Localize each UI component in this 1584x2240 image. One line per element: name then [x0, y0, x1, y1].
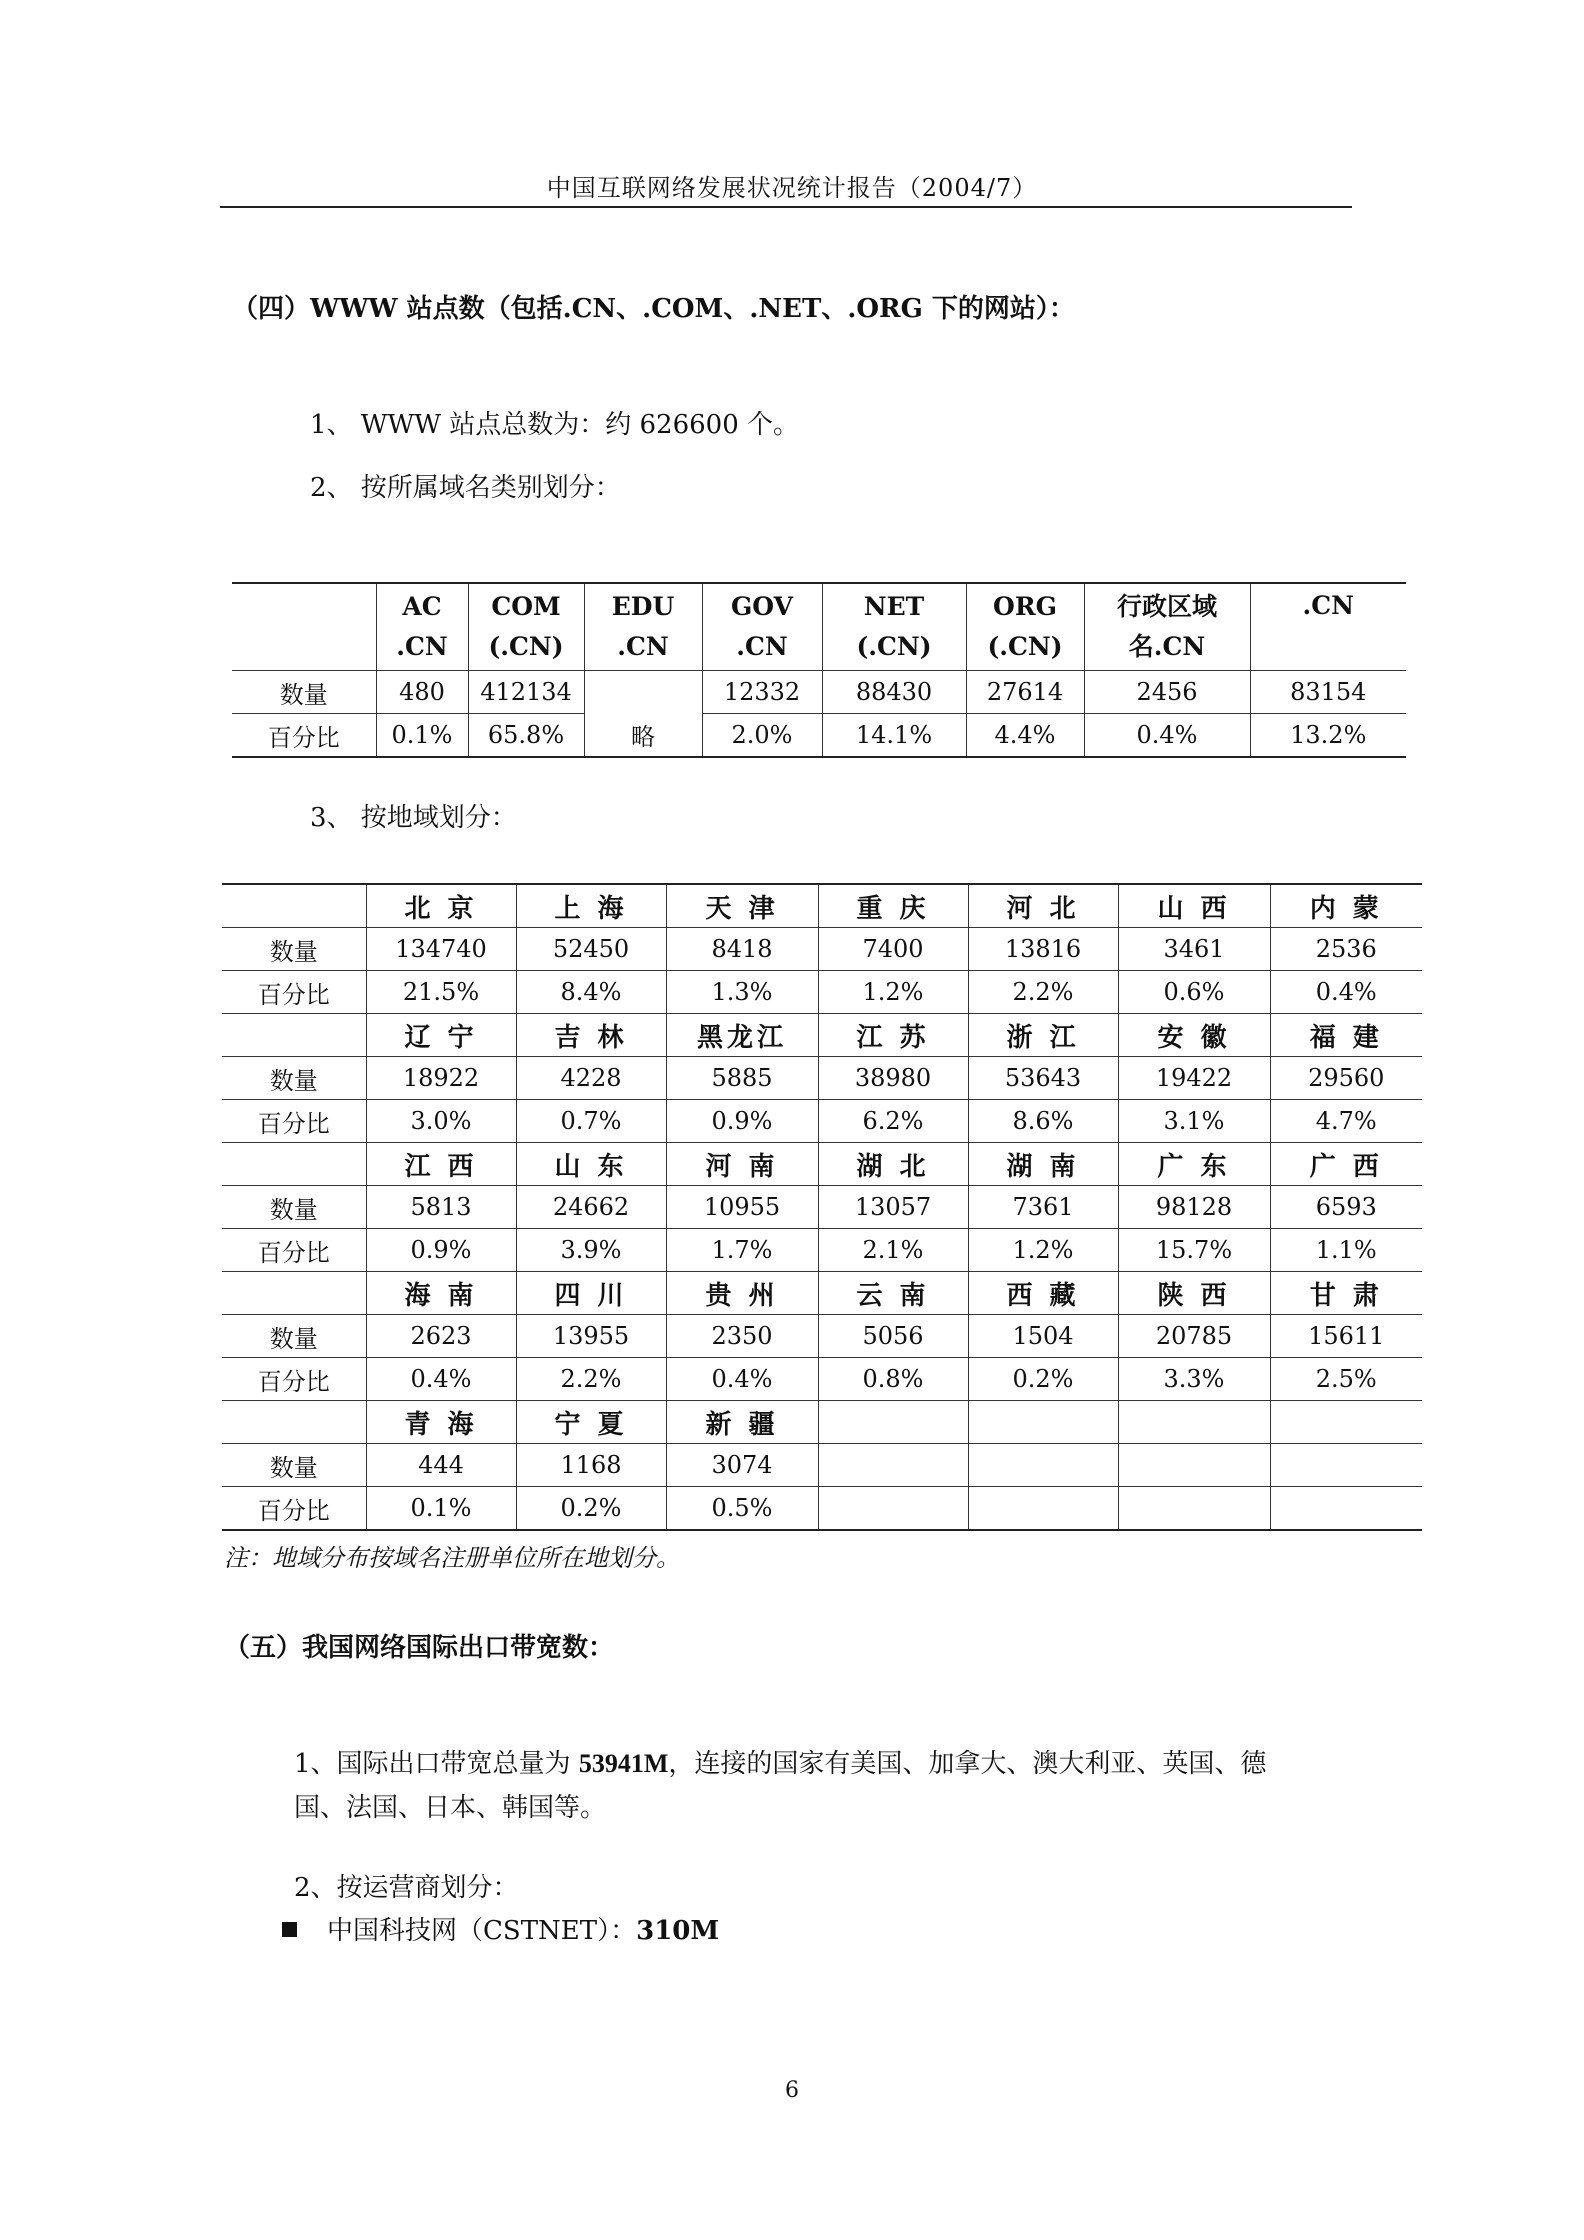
province-name: 湖 北: [818, 1143, 968, 1186]
province-name: 北 京: [366, 884, 516, 928]
item-1-prefix: 1、国际出口带宽总量为: [294, 1749, 579, 1779]
header-ac-cn: AC .CN: [376, 583, 468, 671]
cell-value: 4.4%: [966, 714, 1084, 758]
cell-value: 12332: [702, 671, 822, 714]
row-label: 数量: [232, 671, 376, 714]
row-label: 数量: [222, 1057, 366, 1100]
table-row-percents: [232, 714, 1406, 758]
cell-value: 6593: [1270, 1186, 1422, 1229]
cell-value: [818, 1444, 968, 1487]
cell-value: 480: [376, 671, 468, 714]
cell-value: 88430: [822, 671, 966, 714]
province-header-row: [222, 1143, 1422, 1186]
cell-value: 19422: [1118, 1057, 1270, 1100]
cell-value: 412134: [468, 671, 584, 714]
cell-value: 2350: [666, 1315, 818, 1358]
province-name: 贵 州: [666, 1272, 818, 1315]
square-bullet-icon: [282, 1922, 297, 1937]
cell-value: 27614: [966, 671, 1084, 714]
cell-value: 15.7%: [1118, 1229, 1270, 1272]
cell-value: 0.2%: [968, 1358, 1118, 1401]
cell-value: 83154: [1250, 671, 1406, 714]
cell-value: 0.7%: [516, 1100, 666, 1143]
cell-value: 7361: [968, 1186, 1118, 1229]
province-name: 福 建: [1270, 1014, 1422, 1057]
bullet-cstnet: [282, 1909, 719, 1953]
cell-value: 5056: [818, 1315, 968, 1358]
cell-value: 65.8%: [468, 714, 584, 758]
cell-value: 1168: [516, 1444, 666, 1487]
province-name: 河 北: [968, 884, 1118, 928]
header-com: COM (.CN): [468, 583, 584, 671]
province-header-row: [222, 1272, 1422, 1315]
cell-value: 3.3%: [1118, 1358, 1270, 1401]
province-name: 内 蒙: [1270, 884, 1422, 928]
header-gov-cn: GOV .CN: [702, 583, 822, 671]
bandwidth-total: 53941M: [578, 1749, 669, 1778]
bullet-label: 中国科技网（CSTNET）：: [327, 1916, 637, 1946]
cell-value: 0.6%: [1118, 971, 1270, 1014]
cell-value: 0.4%: [1084, 714, 1250, 758]
province-name: 黑龙江: [666, 1014, 818, 1057]
table-header-row: [232, 583, 1406, 671]
percent-row: [222, 1358, 1422, 1401]
province-name: 重 庆: [818, 884, 968, 928]
cell-value: 3.0%: [366, 1100, 516, 1143]
table-row-counts: [232, 671, 1406, 714]
cell-value: 2.0%: [702, 714, 822, 758]
cell-value: 38980: [818, 1057, 968, 1100]
cell-value: 3.9%: [516, 1229, 666, 1272]
header-divider: [220, 206, 1352, 208]
cell-value: 2.1%: [818, 1229, 968, 1272]
province-header-row: [222, 1401, 1422, 1444]
province-name: [1270, 1401, 1422, 1444]
cell-value: 3074: [666, 1444, 818, 1487]
cell-value: 3.1%: [1118, 1100, 1270, 1143]
province-header-row: [222, 884, 1422, 928]
cell-value: 0.1%: [366, 1487, 516, 1531]
header-admin-region: 行政区域 名.CN: [1084, 583, 1250, 671]
province-name: [818, 1401, 968, 1444]
corner-cell: [222, 1401, 366, 1444]
cell-value: 13057: [818, 1186, 968, 1229]
cell-value: 0.5%: [666, 1487, 818, 1531]
cell-value: 2.5%: [1270, 1358, 1422, 1401]
cell-value: 21.5%: [366, 971, 516, 1014]
cell-value: 24662: [516, 1186, 666, 1229]
row-label: 百分比: [222, 1487, 366, 1531]
section-5-heading: （五）我国网络国际出口带宽数：: [224, 1633, 615, 1663]
item-1-line-2: 国、法国、日本、韩国等。: [294, 1793, 607, 1823]
cell-value: 0.9%: [666, 1100, 818, 1143]
edu-merged-cell: 略: [584, 671, 702, 758]
item-1-rest: ，连接的国家有美国、加拿大、澳大利亚、英国、德: [668, 1749, 1267, 1779]
cell-value: 10955: [666, 1186, 818, 1229]
cell-value: 5885: [666, 1057, 818, 1100]
header-cn: .CN: [1250, 583, 1406, 671]
row-label: 数量: [222, 1186, 366, 1229]
cell-value: 13816: [968, 928, 1118, 971]
cell-value: [968, 1444, 1118, 1487]
cell-value: [1118, 1487, 1270, 1531]
province-name: 广 西: [1270, 1143, 1422, 1186]
cell-value: 444: [366, 1444, 516, 1487]
cell-value: 29560: [1270, 1057, 1422, 1100]
section-4-item-3: 3、 按地域划分：: [310, 803, 517, 833]
section-4-item-2: 2、 按所属域名类别划分：: [310, 473, 621, 503]
province-name: 云 南: [818, 1272, 968, 1315]
cell-value: 0.2%: [516, 1487, 666, 1531]
cell-value: 18922: [366, 1057, 516, 1100]
cell-value: 0.4%: [666, 1358, 818, 1401]
cell-value: 2.2%: [968, 971, 1118, 1014]
row-label: 百分比: [232, 714, 376, 758]
cell-value: 52450: [516, 928, 666, 971]
region-table: [222, 883, 1422, 1531]
count-row: [222, 1444, 1422, 1487]
cell-value: 6.2%: [818, 1100, 968, 1143]
cell-value: 5813: [366, 1186, 516, 1229]
page-header-title: 中国互联网络发展状况统计报告（2004/7）: [546, 174, 1038, 202]
cell-value: 4.7%: [1270, 1100, 1422, 1143]
province-name: [1118, 1401, 1270, 1444]
count-row: [222, 1186, 1422, 1229]
cell-value: 98128: [1118, 1186, 1270, 1229]
province-name: 宁 夏: [516, 1401, 666, 1444]
section-5-item-1: [294, 1742, 1364, 1830]
province-name: 青 海: [366, 1401, 516, 1444]
cell-value: 1.1%: [1270, 1229, 1422, 1272]
bullet-value: 310M: [636, 1916, 720, 1946]
row-label: 数量: [222, 1315, 366, 1358]
page-number: 6: [785, 2078, 799, 2103]
corner-cell: [222, 1272, 366, 1315]
province-name: 上 海: [516, 884, 666, 928]
province-name: [968, 1401, 1118, 1444]
province-name: 辽 宁: [366, 1014, 516, 1057]
section-4-heading: （四）WWW 站点数（包括.CN、.COM、.NET、.ORG 下的网站）：: [232, 294, 1075, 324]
province-name: 陕 西: [1118, 1272, 1270, 1315]
province-name: 广 东: [1118, 1143, 1270, 1186]
section-4-item-1: 1、 WWW 站点总数为：约 626600 个。: [310, 410, 800, 440]
province-name: 西 藏: [968, 1272, 1118, 1315]
province-name: 浙 江: [968, 1014, 1118, 1057]
cell-value: 2623: [366, 1315, 516, 1358]
row-label: 百分比: [222, 1358, 366, 1401]
percent-row: [222, 1100, 1422, 1143]
cell-value: [968, 1487, 1118, 1531]
cell-value: 8.6%: [968, 1100, 1118, 1143]
cell-value: 2.2%: [516, 1358, 666, 1401]
corner-cell: [222, 1014, 366, 1057]
province-name: 安 徽: [1118, 1014, 1270, 1057]
cell-value: 13955: [516, 1315, 666, 1358]
percent-row: [222, 1229, 1422, 1272]
cell-value: 2456: [1084, 671, 1250, 714]
cell-value: [1118, 1444, 1270, 1487]
province-header-row: [222, 1014, 1422, 1057]
cell-value: 1.2%: [968, 1229, 1118, 1272]
province-name: 海 南: [366, 1272, 516, 1315]
cell-value: [1270, 1444, 1422, 1487]
province-name: 江 西: [366, 1143, 516, 1186]
cell-value: 1504: [968, 1315, 1118, 1358]
province-name: 河 南: [666, 1143, 818, 1186]
corner-cell: [222, 1143, 366, 1186]
province-name: 山 西: [1118, 884, 1270, 928]
cell-value: [818, 1487, 968, 1531]
count-row: [222, 928, 1422, 971]
cell-value: 0.1%: [376, 714, 468, 758]
cell-value: 134740: [366, 928, 516, 971]
row-label: 百分比: [222, 971, 366, 1014]
domain-category-table: [232, 582, 1406, 758]
province-name: 山 东: [516, 1143, 666, 1186]
table-note: 注：地域分布按域名注册单位所在地划分。: [224, 1544, 680, 1572]
cell-value: 1.2%: [818, 971, 968, 1014]
province-name: 吉 林: [516, 1014, 666, 1057]
cell-value: 4228: [516, 1057, 666, 1100]
percent-row: [222, 1487, 1422, 1531]
province-name: 天 津: [666, 884, 818, 928]
cell-value: 15611: [1270, 1315, 1422, 1358]
cell-value: 1.3%: [666, 971, 818, 1014]
header-net: NET (.CN): [822, 583, 966, 671]
cell-value: 7400: [818, 928, 968, 971]
cell-value: 1.7%: [666, 1229, 818, 1272]
cell-value: [1270, 1487, 1422, 1531]
row-label: 数量: [222, 1444, 366, 1487]
province-name: 湖 南: [968, 1143, 1118, 1186]
row-label: 百分比: [222, 1229, 366, 1272]
row-label: 数量: [222, 928, 366, 971]
cell-value: 0.9%: [366, 1229, 516, 1272]
count-row: [222, 1315, 1422, 1358]
header-edu-cn: EDU .CN: [584, 583, 702, 671]
province-name: 新 疆: [666, 1401, 818, 1444]
cell-value: 3461: [1118, 928, 1270, 971]
province-name: 甘 肃: [1270, 1272, 1422, 1315]
row-label: 百分比: [222, 1100, 366, 1143]
header-org: ORG (.CN): [966, 583, 1084, 671]
cell-value: 13.2%: [1250, 714, 1406, 758]
section-5-item-2: 2、按运营商划分：: [294, 1873, 519, 1903]
cell-value: 8.4%: [516, 971, 666, 1014]
province-name: 四 川: [516, 1272, 666, 1315]
percent-row: [222, 971, 1422, 1014]
cell-value: 0.4%: [366, 1358, 516, 1401]
cell-value: 20785: [1118, 1315, 1270, 1358]
cell-value: 8418: [666, 928, 818, 971]
cell-value: 2536: [1270, 928, 1422, 971]
cell-value: 53643: [968, 1057, 1118, 1100]
province-name: 江 苏: [818, 1014, 968, 1057]
cell-value: 0.8%: [818, 1358, 968, 1401]
cell-value: 14.1%: [822, 714, 966, 758]
corner-cell: [232, 583, 376, 671]
cell-value: 0.4%: [1270, 971, 1422, 1014]
corner-cell: [222, 884, 366, 928]
count-row: [222, 1057, 1422, 1100]
